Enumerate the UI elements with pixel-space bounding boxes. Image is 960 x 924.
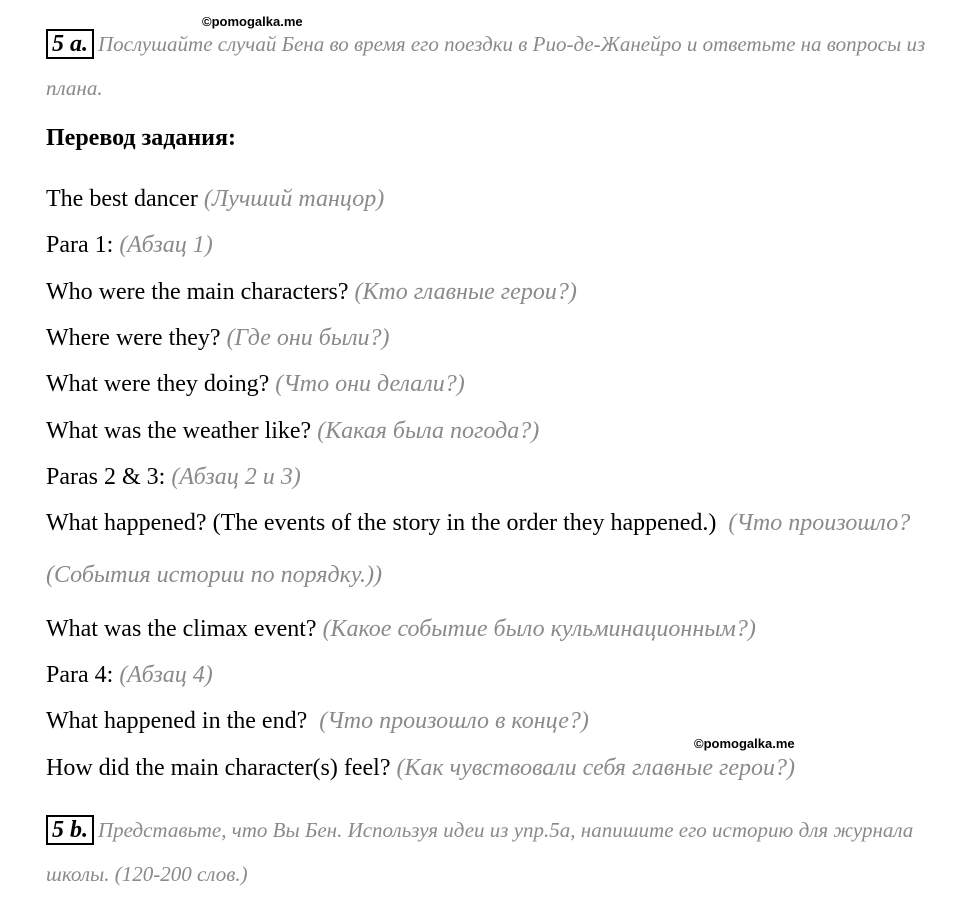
line-en: What was the climax event? <box>46 616 317 642</box>
line-ru: (Что произошло? (События истории по порядку.)) <box>46 510 911 588</box>
line-ru: (Абзац 4) <box>119 662 213 688</box>
line-en: What was the weather like? <box>46 418 312 444</box>
task-text: Представьте, что Вы Бен. Используя идеи из упр.5а, напишите его историю для журнала школы. (120-200 слов.) <box>46 818 914 886</box>
plan-line <box>46 323 926 353</box>
line-en: Paras 2 & 3: <box>46 464 166 490</box>
plan-line <box>46 277 926 307</box>
plan-line <box>46 369 926 399</box>
plan-line <box>46 614 926 644</box>
line-en: What happened in the end? <box>46 708 308 734</box>
line-en: What happened? (The events of the story in the order they happened.) <box>46 510 717 536</box>
translation-heading: Перевод задания: <box>46 125 236 151</box>
line-en: Para 1: <box>46 232 114 258</box>
line-en: How did the main character(s) feel? <box>46 755 391 781</box>
task-5b <box>46 808 926 896</box>
task-5a <box>46 22 926 110</box>
line-ru: (Абзац 2 и 3) <box>171 464 301 490</box>
task-number-badge: 5 b. <box>46 815 94 845</box>
line-en: What were they doing? <box>46 371 270 397</box>
line-en: Where were they? <box>46 325 221 351</box>
plan-line <box>46 462 926 492</box>
line-ru: (Что произошло в конце?) <box>319 708 589 734</box>
plan-line <box>46 706 926 736</box>
line-ru: (Кто главные герои?) <box>354 279 577 305</box>
watermark: ©pomogalka.me <box>694 736 795 751</box>
plan-line <box>46 753 926 783</box>
line-ru: (Какая была погода?) <box>317 418 540 444</box>
line-ru: (Какое событие было кульминационным?) <box>322 616 756 642</box>
line-ru: (Как чувствовали себя главные герои?) <box>396 755 796 781</box>
plan-line <box>46 230 926 260</box>
watermark: ©pomogalka.me <box>202 14 303 29</box>
line-en: Para 4: <box>46 662 114 688</box>
plan-line <box>46 184 926 214</box>
plan-line <box>46 416 926 446</box>
task-text: Послушайте случай Бена во время его поездки в Рио-де-Жанейро и ответьте на вопросы из плана. <box>46 32 926 100</box>
plan-line <box>46 497 926 601</box>
line-en: Who were the main characters? <box>46 279 349 305</box>
task-number-badge: 5 a. <box>46 29 94 59</box>
line-ru: (Лучший танцор) <box>203 186 385 212</box>
line-ru: (Где они были?) <box>226 325 390 351</box>
line-ru: (Абзац 1) <box>119 232 213 258</box>
line-en: The best dancer <box>46 186 198 212</box>
line-ru: (Что они делали?) <box>275 371 465 397</box>
plan-line <box>46 660 926 690</box>
